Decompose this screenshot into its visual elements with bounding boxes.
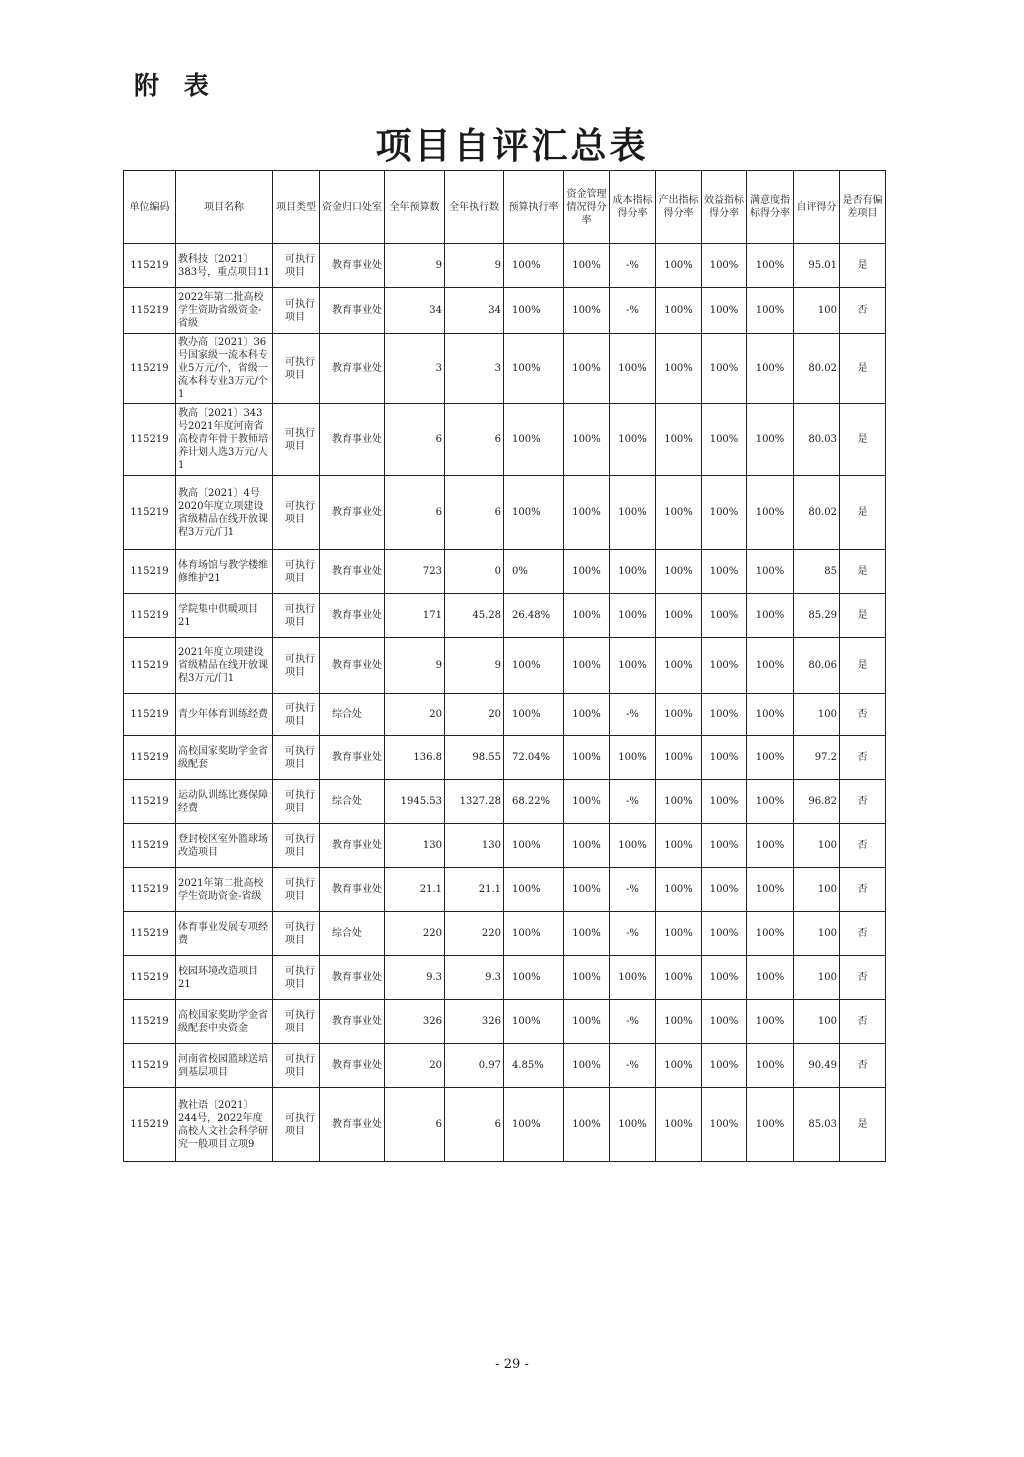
- deviation-cell: 否: [840, 1000, 886, 1044]
- satisfaction-score-cell: 100%: [747, 244, 794, 288]
- satisfaction-score-cell: 100%: [747, 334, 794, 404]
- executed-cell: 0: [445, 550, 504, 594]
- satisfaction-score-cell: 100%: [747, 868, 794, 912]
- project-name-cell: 2021年第二批高校学生资助资金-省级: [176, 868, 273, 912]
- fund-mgmt-score-cell: 100%: [564, 1044, 610, 1088]
- benefit-score-cell: 100%: [702, 550, 747, 594]
- project-name-cell: 登封校区室外篮球场改造项目: [176, 824, 273, 868]
- self-score-cell: 100: [794, 288, 840, 334]
- budget-cell: 723: [385, 550, 445, 594]
- self-score-cell: 90.49: [794, 1044, 840, 1088]
- unit-code-cell: 115219: [124, 1044, 176, 1088]
- col-header-executed: 全年执行数: [445, 171, 504, 244]
- budget-cell: 6: [385, 404, 445, 476]
- fund-mgmt-score-cell: 100%: [564, 1088, 610, 1162]
- self-score-cell: 100: [794, 956, 840, 1000]
- self-score-cell: 100: [794, 694, 840, 736]
- benefit-score-cell: 100%: [702, 868, 747, 912]
- col-header-dept: 资金归口处室: [320, 171, 385, 244]
- project-name-cell: 体育场馆与教学楼维修维护21: [176, 550, 273, 594]
- budget-cell: 3: [385, 334, 445, 404]
- deviation-cell: 否: [840, 694, 886, 736]
- self-score-cell: 100: [794, 868, 840, 912]
- fund-mgmt-score-cell: 100%: [564, 638, 610, 694]
- exec-rate-cell: 4.85%: [504, 1044, 564, 1088]
- col-header-fund-mgmt: 资金管理情况得分率: [564, 171, 610, 244]
- cost-score-cell: 100%: [610, 638, 656, 694]
- executed-cell: 9.3: [445, 956, 504, 1000]
- project-name-cell: 教社语〔2021〕244号，2022年度高校人文社会科学研究一般项目立项9: [176, 1088, 273, 1162]
- deviation-cell: 否: [840, 780, 886, 824]
- cost-score-cell: -%: [610, 1044, 656, 1088]
- cost-score-cell: -%: [610, 1000, 656, 1044]
- project-name-cell: 教科技〔2021〕383号，重点项目11: [176, 244, 273, 288]
- executed-cell: 98.55: [445, 736, 504, 780]
- fund-mgmt-score-cell: 100%: [564, 288, 610, 334]
- project-type-cell: 可执行项目: [273, 1044, 320, 1088]
- exec-rate-cell: 0%: [504, 550, 564, 594]
- executed-cell: 3: [445, 334, 504, 404]
- table-row: [124, 476, 886, 550]
- output-score-cell: 100%: [656, 550, 702, 594]
- self-score-cell: 96.82: [794, 780, 840, 824]
- cost-score-cell: 100%: [610, 594, 656, 638]
- budget-cell: 21.1: [385, 868, 445, 912]
- output-score-cell: 100%: [656, 1088, 702, 1162]
- unit-code-cell: 115219: [124, 594, 176, 638]
- table-row: [124, 824, 886, 868]
- unit-code-cell: 115219: [124, 244, 176, 288]
- col-header-deviation: 是否有偏差项目: [840, 171, 886, 244]
- project-type-cell: 可执行项目: [273, 912, 320, 956]
- deviation-cell: 否: [840, 736, 886, 780]
- self-score-cell: 97.2: [794, 736, 840, 780]
- unit-code-cell: 115219: [124, 550, 176, 594]
- exec-rate-cell: 100%: [504, 1000, 564, 1044]
- executed-cell: 130: [445, 824, 504, 868]
- cost-score-cell: -%: [610, 868, 656, 912]
- table-row: [124, 288, 886, 334]
- project-type-cell: 可执行项目: [273, 824, 320, 868]
- budget-cell: 171: [385, 594, 445, 638]
- executed-cell: 6: [445, 476, 504, 550]
- exec-rate-cell: 100%: [504, 1088, 564, 1162]
- self-score-cell: 85.29: [794, 594, 840, 638]
- deviation-cell: 否: [840, 1044, 886, 1088]
- unit-code-cell: 115219: [124, 780, 176, 824]
- cost-score-cell: -%: [610, 780, 656, 824]
- project-name-cell: 青少年体育训练经费: [176, 694, 273, 736]
- project-name-cell: 河南省校园篮球送培到基层项目: [176, 1044, 273, 1088]
- satisfaction-score-cell: 100%: [747, 912, 794, 956]
- self-score-cell: 80.02: [794, 476, 840, 550]
- output-score-cell: 100%: [656, 476, 702, 550]
- table-row: [124, 638, 886, 694]
- output-score-cell: 100%: [656, 824, 702, 868]
- deviation-cell: 是: [840, 404, 886, 476]
- department-cell: 教育事业处: [320, 404, 385, 476]
- exec-rate-cell: 100%: [504, 334, 564, 404]
- exec-rate-cell: 100%: [504, 288, 564, 334]
- fund-mgmt-score-cell: 100%: [564, 956, 610, 1000]
- budget-cell: 6: [385, 476, 445, 550]
- col-header-exec-rate: 预算执行率: [504, 171, 564, 244]
- deviation-cell: 否: [840, 956, 886, 1000]
- unit-code-cell: 115219: [124, 476, 176, 550]
- cost-score-cell: 100%: [610, 1088, 656, 1162]
- cost-score-cell: 100%: [610, 404, 656, 476]
- project-name-cell: 高校国家奖助学金省级配套: [176, 736, 273, 780]
- table-row: [124, 868, 886, 912]
- exec-rate-cell: 100%: [504, 956, 564, 1000]
- fund-mgmt-score-cell: 100%: [564, 868, 610, 912]
- department-cell: 教育事业处: [320, 638, 385, 694]
- budget-cell: 20: [385, 694, 445, 736]
- department-cell: 教育事业处: [320, 288, 385, 334]
- benefit-score-cell: 100%: [702, 824, 747, 868]
- deviation-cell: 是: [840, 638, 886, 694]
- cost-score-cell: 100%: [610, 736, 656, 780]
- benefit-score-cell: 100%: [702, 694, 747, 736]
- self-score-cell: 80.06: [794, 638, 840, 694]
- unit-code-cell: 115219: [124, 404, 176, 476]
- table-row: [124, 550, 886, 594]
- project-name-cell: 教高〔2021〕4号2020年度立项建设省级精品在线开放课程3万元/门1: [176, 476, 273, 550]
- budget-cell: 326: [385, 1000, 445, 1044]
- benefit-score-cell: 100%: [702, 1088, 747, 1162]
- col-header-cost: 成本指标得分率: [610, 171, 656, 244]
- benefit-score-cell: 100%: [702, 244, 747, 288]
- satisfaction-score-cell: 100%: [747, 694, 794, 736]
- exec-rate-cell: 100%: [504, 476, 564, 550]
- self-score-cell: 100: [794, 912, 840, 956]
- department-cell: 教育事业处: [320, 550, 385, 594]
- satisfaction-score-cell: 100%: [747, 1044, 794, 1088]
- output-score-cell: 100%: [656, 638, 702, 694]
- table-row: [124, 736, 886, 780]
- output-score-cell: 100%: [656, 594, 702, 638]
- project-type-cell: 可执行项目: [273, 736, 320, 780]
- exec-rate-cell: 100%: [504, 824, 564, 868]
- executed-cell: 34: [445, 288, 504, 334]
- benefit-score-cell: 100%: [702, 1044, 747, 1088]
- budget-cell: 9: [385, 638, 445, 694]
- col-header-name: 项目名称: [176, 171, 273, 244]
- satisfaction-score-cell: 100%: [747, 956, 794, 1000]
- benefit-score-cell: 100%: [702, 404, 747, 476]
- deviation-cell: 否: [840, 824, 886, 868]
- table-header-row: [124, 171, 886, 244]
- budget-cell: 136.8: [385, 736, 445, 780]
- cost-score-cell: -%: [610, 288, 656, 334]
- table-row: [124, 334, 886, 404]
- deviation-cell: 否: [840, 868, 886, 912]
- table-row: [124, 956, 886, 1000]
- executed-cell: 220: [445, 912, 504, 956]
- exec-rate-cell: 100%: [504, 638, 564, 694]
- department-cell: 教育事业处: [320, 244, 385, 288]
- table-row: [124, 594, 886, 638]
- fund-mgmt-score-cell: 100%: [564, 550, 610, 594]
- cost-score-cell: 100%: [610, 824, 656, 868]
- benefit-score-cell: 100%: [702, 1000, 747, 1044]
- output-score-cell: 100%: [656, 334, 702, 404]
- cost-score-cell: -%: [610, 912, 656, 956]
- col-header-satisfaction: 满意度指标得分率: [747, 171, 794, 244]
- deviation-cell: 否: [840, 912, 886, 956]
- benefit-score-cell: 100%: [702, 956, 747, 1000]
- executed-cell: 1327.28: [445, 780, 504, 824]
- benefit-score-cell: 100%: [702, 476, 747, 550]
- fund-mgmt-score-cell: 100%: [564, 404, 610, 476]
- output-score-cell: 100%: [656, 1044, 702, 1088]
- budget-cell: 220: [385, 912, 445, 956]
- page-number: - 29 -: [495, 1357, 529, 1372]
- project-type-cell: 可执行项目: [273, 956, 320, 1000]
- exec-rate-cell: 100%: [504, 694, 564, 736]
- project-name-cell: 教办高〔2021〕36号国家级一流本科专业5万元/个，省级一流本科专业3万元/个1: [176, 334, 273, 404]
- department-cell: 综合处: [320, 780, 385, 824]
- project-name-cell: 高校国家奖助学金省级配套中央资金: [176, 1000, 273, 1044]
- fund-mgmt-score-cell: 100%: [564, 912, 610, 956]
- satisfaction-score-cell: 100%: [747, 550, 794, 594]
- unit-code-cell: 115219: [124, 824, 176, 868]
- satisfaction-score-cell: 100%: [747, 476, 794, 550]
- budget-cell: 9: [385, 244, 445, 288]
- executed-cell: 6: [445, 404, 504, 476]
- benefit-score-cell: 100%: [702, 594, 747, 638]
- executed-cell: 20: [445, 694, 504, 736]
- executed-cell: 6: [445, 1088, 504, 1162]
- exec-rate-cell: 26.48%: [504, 594, 564, 638]
- table-row: [124, 244, 886, 288]
- self-score-cell: 85.03: [794, 1088, 840, 1162]
- col-header-score: 自评得分: [794, 171, 840, 244]
- deviation-cell: 是: [840, 334, 886, 404]
- unit-code-cell: 115219: [124, 1000, 176, 1044]
- budget-cell: 20: [385, 1044, 445, 1088]
- project-type-cell: 可执行项目: [273, 288, 320, 334]
- executed-cell: 9: [445, 244, 504, 288]
- project-type-cell: 可执行项目: [273, 476, 320, 550]
- benefit-score-cell: 100%: [702, 638, 747, 694]
- benefit-score-cell: 100%: [702, 288, 747, 334]
- output-score-cell: 100%: [656, 694, 702, 736]
- budget-cell: 130: [385, 824, 445, 868]
- page-title: 项目自评汇总表: [375, 126, 649, 167]
- fund-mgmt-score-cell: 100%: [564, 736, 610, 780]
- output-score-cell: 100%: [656, 288, 702, 334]
- cost-score-cell: 100%: [610, 550, 656, 594]
- project-type-cell: 可执行项目: [273, 404, 320, 476]
- self-score-cell: 80.03: [794, 404, 840, 476]
- satisfaction-score-cell: 100%: [747, 594, 794, 638]
- fund-mgmt-score-cell: 100%: [564, 334, 610, 404]
- col-header-benefit: 效益指标得分率: [702, 171, 747, 244]
- project-name-cell: 教高〔2021〕343号2021年度河南省高校青年骨干教师培养计划人选3万元/人1: [176, 404, 273, 476]
- deviation-cell: 是: [840, 244, 886, 288]
- project-type-cell: 可执行项目: [273, 334, 320, 404]
- deviation-cell: 是: [840, 476, 886, 550]
- satisfaction-score-cell: 100%: [747, 404, 794, 476]
- budget-cell: 6: [385, 1088, 445, 1162]
- satisfaction-score-cell: 100%: [747, 736, 794, 780]
- fund-mgmt-score-cell: 100%: [564, 594, 610, 638]
- benefit-score-cell: 100%: [702, 736, 747, 780]
- exec-rate-cell: 72.04%: [504, 736, 564, 780]
- table-row: [124, 780, 886, 824]
- fund-mgmt-score-cell: 100%: [564, 1000, 610, 1044]
- exec-rate-cell: 100%: [504, 404, 564, 476]
- appendix-label: 附 表: [134, 71, 217, 100]
- unit-code-cell: 115219: [124, 638, 176, 694]
- project-type-cell: 可执行项目: [273, 1088, 320, 1162]
- project-name-cell: 学院集中供暖项目21: [176, 594, 273, 638]
- project-summary-table: [123, 170, 886, 1162]
- executed-cell: 21.1: [445, 868, 504, 912]
- budget-cell: 9.3: [385, 956, 445, 1000]
- deviation-cell: 是: [840, 550, 886, 594]
- department-cell: 综合处: [320, 912, 385, 956]
- unit-code-cell: 115219: [124, 912, 176, 956]
- output-score-cell: 100%: [656, 736, 702, 780]
- table-row: [124, 912, 886, 956]
- exec-rate-cell: 100%: [504, 912, 564, 956]
- executed-cell: 9: [445, 638, 504, 694]
- cost-score-cell: 100%: [610, 334, 656, 404]
- project-type-cell: 可执行项目: [273, 244, 320, 288]
- unit-code-cell: 115219: [124, 1088, 176, 1162]
- col-header-budget: 全年预算数: [385, 171, 445, 244]
- department-cell: 综合处: [320, 694, 385, 736]
- executed-cell: 326: [445, 1000, 504, 1044]
- project-type-cell: 可执行项目: [273, 638, 320, 694]
- table-row: [124, 404, 886, 476]
- department-cell: 教育事业处: [320, 1000, 385, 1044]
- exec-rate-cell: 68.22%: [504, 780, 564, 824]
- executed-cell: 45.28: [445, 594, 504, 638]
- department-cell: 教育事业处: [320, 476, 385, 550]
- project-name-cell: 2022年第二批高校学生资助省级资金-省级: [176, 288, 273, 334]
- benefit-score-cell: 100%: [702, 912, 747, 956]
- output-score-cell: 100%: [656, 912, 702, 956]
- satisfaction-score-cell: 100%: [747, 1000, 794, 1044]
- project-type-cell: 可执行项目: [273, 550, 320, 594]
- col-header-code: 单位编码: [124, 171, 176, 244]
- output-score-cell: 100%: [656, 780, 702, 824]
- project-name-cell: 体育事业发展专项经费: [176, 912, 273, 956]
- cost-score-cell: 100%: [610, 956, 656, 1000]
- self-score-cell: 100: [794, 1000, 840, 1044]
- cost-score-cell: -%: [610, 694, 656, 736]
- satisfaction-score-cell: 100%: [747, 638, 794, 694]
- table-row: [124, 1000, 886, 1044]
- project-name-cell: 2021年度立项建设省级精品在线开放课程3万元/门1: [176, 638, 273, 694]
- fund-mgmt-score-cell: 100%: [564, 780, 610, 824]
- project-type-cell: 可执行项目: [273, 868, 320, 912]
- budget-cell: 34: [385, 288, 445, 334]
- fund-mgmt-score-cell: 100%: [564, 824, 610, 868]
- satisfaction-score-cell: 100%: [747, 1088, 794, 1162]
- satisfaction-score-cell: 100%: [747, 288, 794, 334]
- benefit-score-cell: 100%: [702, 780, 747, 824]
- exec-rate-cell: 100%: [504, 868, 564, 912]
- deviation-cell: 是: [840, 1088, 886, 1162]
- cost-score-cell: -%: [610, 244, 656, 288]
- department-cell: 教育事业处: [320, 334, 385, 404]
- satisfaction-score-cell: 100%: [747, 824, 794, 868]
- self-score-cell: 80.02: [794, 334, 840, 404]
- output-score-cell: 100%: [656, 1000, 702, 1044]
- col-header-output: 产出指标得分率: [656, 171, 702, 244]
- budget-cell: 1945.53: [385, 780, 445, 824]
- project-name-cell: 校园环境改造项目21: [176, 956, 273, 1000]
- fund-mgmt-score-cell: 100%: [564, 694, 610, 736]
- department-cell: 教育事业处: [320, 824, 385, 868]
- output-score-cell: 100%: [656, 244, 702, 288]
- unit-code-cell: 115219: [124, 334, 176, 404]
- fund-mgmt-score-cell: 100%: [564, 476, 610, 550]
- department-cell: 教育事业处: [320, 956, 385, 1000]
- department-cell: 教育事业处: [320, 594, 385, 638]
- output-score-cell: 100%: [656, 404, 702, 476]
- fund-mgmt-score-cell: 100%: [564, 244, 610, 288]
- output-score-cell: 100%: [656, 868, 702, 912]
- table-row: [124, 694, 886, 736]
- unit-code-cell: 115219: [124, 868, 176, 912]
- project-type-cell: 可执行项目: [273, 694, 320, 736]
- executed-cell: 0.97: [445, 1044, 504, 1088]
- table-row: [124, 1044, 886, 1088]
- self-score-cell: 85: [794, 550, 840, 594]
- project-type-cell: 可执行项目: [273, 1000, 320, 1044]
- project-name-cell: 运动队训练比赛保障经费: [176, 780, 273, 824]
- project-type-cell: 可执行项目: [273, 594, 320, 638]
- table-row: [124, 1088, 886, 1162]
- project-type-cell: 可执行项目: [273, 780, 320, 824]
- unit-code-cell: 115219: [124, 288, 176, 334]
- benefit-score-cell: 100%: [702, 334, 747, 404]
- unit-code-cell: 115219: [124, 956, 176, 1000]
- unit-code-cell: 115219: [124, 736, 176, 780]
- cost-score-cell: 100%: [610, 476, 656, 550]
- department-cell: 教育事业处: [320, 1044, 385, 1088]
- department-cell: 教育事业处: [320, 1088, 385, 1162]
- self-score-cell: 100: [794, 824, 840, 868]
- deviation-cell: 否: [840, 288, 886, 334]
- department-cell: 教育事业处: [320, 736, 385, 780]
- table-body: [124, 244, 886, 1162]
- unit-code-cell: 115219: [124, 694, 176, 736]
- deviation-cell: 是: [840, 594, 886, 638]
- output-score-cell: 100%: [656, 956, 702, 1000]
- col-header-type: 项目类型: [273, 171, 320, 244]
- exec-rate-cell: 100%: [504, 244, 564, 288]
- self-score-cell: 95.01: [794, 244, 840, 288]
- satisfaction-score-cell: 100%: [747, 780, 794, 824]
- department-cell: 教育事业处: [320, 868, 385, 912]
